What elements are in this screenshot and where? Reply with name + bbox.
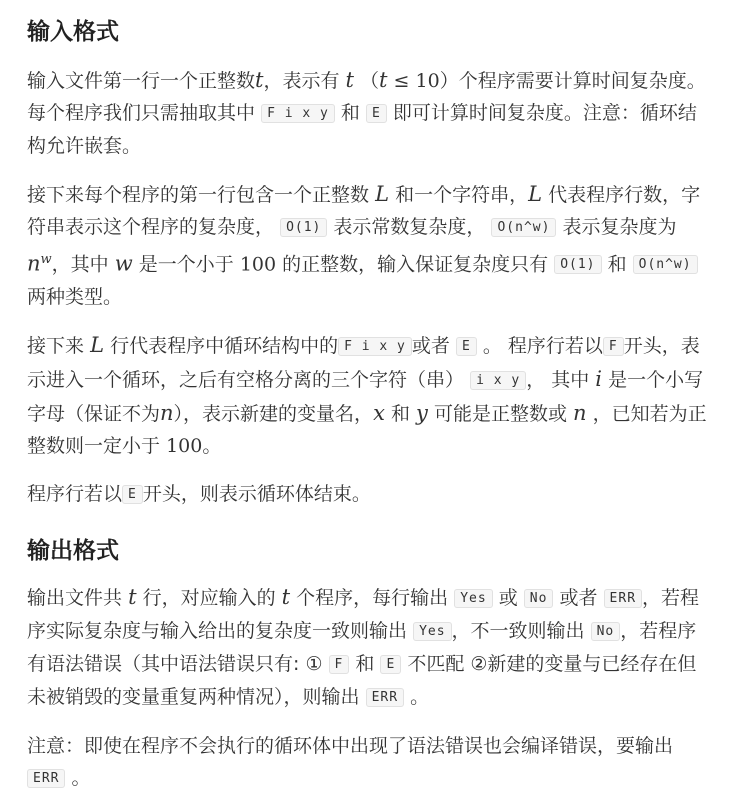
input-paragraph-1: [27, 64, 715, 162]
text: 注意：即使在程序不会执行的循环体中出现了语法错误也会编译错误，要输出: [27, 735, 674, 758]
var-n: n: [160, 401, 174, 426]
code-o1: O(1): [554, 255, 601, 274]
text: 可能是正整数或: [433, 403, 567, 426]
var-L: L: [90, 333, 105, 358]
text: ，若程序有语法错误（其中语法错误只有: ①: [27, 620, 697, 676]
text: 和一个字符串，: [395, 184, 529, 206]
text: 输入文件第一行一个正整数: [27, 70, 256, 92]
text: 两种类型。: [27, 286, 123, 309]
var-x: x: [373, 401, 385, 426]
text: 或者: [559, 587, 598, 610]
var-t: t: [128, 585, 137, 610]
text: 。: [410, 686, 430, 709]
code-fixy: F i x y: [261, 104, 335, 123]
text: 是一个小写字母（保证不为: [27, 369, 704, 426]
var-t: t: [379, 68, 388, 92]
code-e: E: [456, 337, 477, 356]
text: 即可计算时间复杂度。注意：循环结构允许嵌套。: [27, 102, 697, 157]
code-no: No: [591, 622, 621, 641]
text: ），表示新建的变量名，: [173, 403, 374, 426]
var-L: L: [375, 182, 390, 206]
text: 接下来每个程序的第一行包含一个正整数: [27, 184, 370, 206]
code-f: F: [603, 337, 624, 356]
text: 不匹配 ②新建的变量与已经存在但未被销毁的变量重复两种情况），则输出: [27, 653, 697, 709]
text: ，其中: [51, 253, 109, 276]
var-n: n: [573, 401, 587, 426]
var-w-superscript: w: [40, 252, 52, 267]
var-w: w: [114, 251, 133, 276]
text: 和: [390, 403, 410, 426]
code-e: E: [122, 485, 143, 504]
code-f: F: [329, 655, 350, 674]
text: 。 程序行若以: [482, 335, 603, 358]
text: ， 其中: [526, 369, 590, 392]
text: ，不一致则输出: [451, 620, 585, 643]
code-err: ERR: [604, 589, 642, 608]
number-100: 100: [166, 435, 203, 458]
text: 和: [340, 102, 360, 124]
code-err: ERR: [27, 769, 65, 788]
text: 或: [498, 587, 518, 610]
text: 。: [202, 435, 222, 458]
code-e: E: [366, 104, 387, 123]
text: 和: [607, 253, 627, 276]
text: ，表示有: [263, 70, 340, 92]
text: 接下来: [27, 335, 85, 358]
var-i: i: [595, 367, 603, 392]
var-t: t: [345, 68, 354, 92]
text: 行，对应输入的: [142, 587, 276, 610]
text: 和: [355, 653, 375, 676]
text: 程序行若以: [27, 483, 123, 506]
text: 个程序，每行输出: [296, 587, 449, 610]
code-e: E: [380, 655, 401, 674]
code-ixy: i x y: [470, 371, 526, 390]
text: 开头，则表示循环体结束。: [142, 483, 371, 506]
text: 行代表程序中循环结构中的: [110, 335, 339, 358]
code-err: ERR: [366, 688, 404, 707]
text: 开头，表示进入一个循环，之后有空格分离的三个字符（串）: [27, 335, 700, 392]
var-y: y: [416, 401, 428, 426]
var-n: n: [27, 251, 41, 276]
text: 或者: [411, 335, 450, 358]
code-yes: Yes: [454, 589, 492, 608]
input-format-heading: 输入格式: [27, 19, 119, 45]
text: 表示复杂度为: [562, 216, 677, 238]
input-paragraph-4: [27, 478, 715, 511]
input-paragraph-3: [27, 329, 715, 462]
text: 输出文件共: [27, 587, 123, 610]
code-yes: Yes: [413, 622, 451, 641]
var-L: L: [528, 182, 543, 206]
text: 。: [71, 767, 91, 790]
var-t: t: [255, 68, 264, 92]
text: ）个程序需要计算时间复杂度。 每个程序我们只需抽取其中: [27, 70, 706, 124]
code-o1: O(1): [280, 218, 327, 237]
text: 是一个小于: [138, 253, 234, 276]
output-format-heading: 输出格式: [27, 538, 119, 565]
number-100: 100: [239, 253, 277, 276]
code-fixy: F i x y: [338, 337, 412, 356]
text: 的正整数，输入保证复杂度只有: [282, 253, 549, 276]
text: ，若程序实际复杂度与输入给出的复杂度一致则输出: [27, 587, 700, 643]
number-10: 10: [415, 70, 440, 92]
text: 代表程序行数，字符串表示这个程序的复杂度，: [27, 184, 701, 238]
output-paragraph-2: [27, 730, 715, 795]
output-paragraph-1: [27, 581, 715, 714]
le-symbol: ≤: [387, 70, 416, 92]
var-t: t: [281, 585, 291, 610]
code-onw: O(n^w): [491, 218, 556, 237]
text: ，已知若为正整数则一定小于: [27, 403, 707, 458]
text: （: [360, 70, 380, 92]
text: 表示常数复杂度，: [333, 216, 486, 238]
code-no: No: [524, 589, 554, 608]
input-paragraph-2: [27, 178, 715, 313]
code-onw: O(n^w): [633, 255, 698, 274]
